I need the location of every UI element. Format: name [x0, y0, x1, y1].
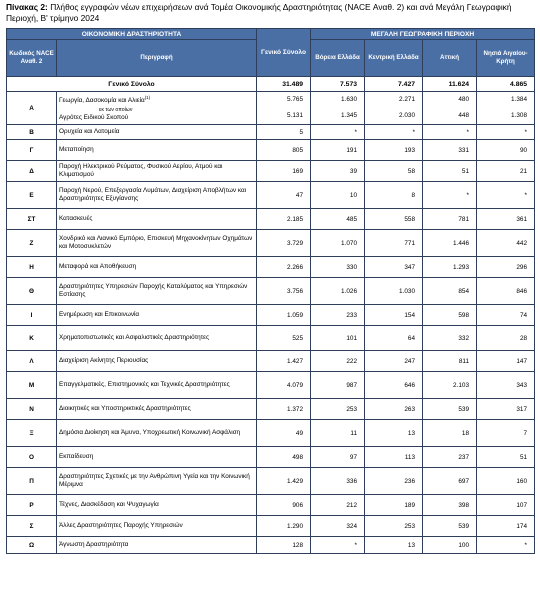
cell-north: 336	[311, 468, 365, 495]
grand-total-label: Γενικό Σύνολο	[7, 77, 257, 92]
row-description: Ενημέρωση και Επικοινωνία	[57, 305, 257, 326]
row-code: Κ	[7, 326, 57, 351]
cell-central: 189	[365, 495, 423, 516]
cell-attica: 18	[423, 420, 477, 447]
cell-north: 10	[311, 182, 365, 209]
grand-total-north: 7.573	[311, 77, 365, 92]
cell-attica: *	[423, 125, 477, 140]
row-description: Δραστηριότητες Σχετικές με την Ανθρώπινη Υγεία και την Κοινωνική Μέριμνα	[57, 468, 257, 495]
grand-total-row	[7, 77, 535, 92]
row-code: Μ	[7, 372, 57, 399]
cell-attica: 237	[423, 447, 477, 468]
cell-north: 233	[311, 305, 365, 326]
row-code: Ν	[7, 399, 57, 420]
table-row	[7, 326, 535, 351]
cell-islands: 147	[477, 351, 535, 372]
footnote-mark: (1)	[144, 95, 151, 101]
table-row-a	[7, 92, 535, 125]
header-total: Γενικό Σύνολο	[257, 29, 311, 77]
cell-central: 154	[365, 305, 423, 326]
cell-north: 101	[311, 326, 365, 351]
cell-islands: 361	[477, 209, 535, 230]
row-description: Εκπαίδευση	[57, 447, 257, 468]
data-table	[6, 28, 535, 554]
cell-total: 1.290	[257, 516, 311, 537]
cell-islands: 21	[477, 161, 535, 182]
row-code: Γ	[7, 140, 57, 161]
cell-total: 47	[257, 182, 311, 209]
row-description	[57, 92, 257, 125]
row-description: Χρηματοπιστωτικές και Ασφαλιστικές Δραστηριότητες	[57, 326, 257, 351]
row-code: Ρ	[7, 495, 57, 516]
table-caption	[6, 2, 534, 24]
row-description: Μεταποίηση	[57, 140, 257, 161]
cell-attica: 598	[423, 305, 477, 326]
cell-attica: 398	[423, 495, 477, 516]
cell-total: 525	[257, 326, 311, 351]
row-a-sub-label: εκ των οποίων	[99, 106, 133, 113]
cell-north: 485	[311, 209, 365, 230]
cell-north: 253	[311, 399, 365, 420]
row-code: Δ	[7, 161, 57, 182]
cell-islands: *	[477, 125, 535, 140]
table-row	[7, 305, 535, 326]
header-attica: Αττική	[423, 40, 477, 77]
header-description: Περιγραφή	[57, 40, 257, 77]
cell-attica: 1.446	[423, 230, 477, 257]
cell-central: 113	[365, 447, 423, 468]
cell-total: 1.372	[257, 399, 311, 420]
value: 1.630	[341, 96, 358, 103]
table-row	[7, 447, 535, 468]
cell-total: 3.756	[257, 278, 311, 305]
cell-islands: 74	[477, 305, 535, 326]
cell-attica: 697	[423, 468, 477, 495]
row-description: Μεταφορά και Αποθήκευση	[57, 257, 257, 278]
cell-north: *	[311, 537, 365, 554]
cell-total: 49	[257, 420, 311, 447]
table-row	[7, 399, 535, 420]
cell-total: 4.079	[257, 372, 311, 399]
row-description: Παροχή Ηλεκτρικού Ρεύματος, Φυσικού Αερίου, Ατμού και Κλιματισμού	[57, 161, 257, 182]
row-code: Β	[7, 125, 57, 140]
value: 1.345	[341, 112, 358, 119]
cell-attica: 539	[423, 516, 477, 537]
cell-islands: 160	[477, 468, 535, 495]
cell-islands: 51	[477, 447, 535, 468]
table-row	[7, 161, 535, 182]
cell-total: 2.185	[257, 209, 311, 230]
cell-total: 128	[257, 537, 311, 554]
row-description: Χονδρικό και Λιανικό Εμπόριο, Επισκευή Μηχανοκίνητων Οχημάτων και Μοτοσυκλετών	[57, 230, 257, 257]
cell-total: 2.266	[257, 257, 311, 278]
cell-total: 1.427	[257, 351, 311, 372]
value: 5.131	[287, 112, 304, 119]
cell-central: 771	[365, 230, 423, 257]
table-row	[7, 420, 535, 447]
cell-central: 253	[365, 516, 423, 537]
row-a-north	[311, 92, 365, 125]
row-a-islands	[477, 92, 535, 125]
table-row	[7, 125, 535, 140]
table-row	[7, 278, 535, 305]
cell-islands: 107	[477, 495, 535, 516]
cell-total: 169	[257, 161, 311, 182]
value: 448	[458, 112, 470, 119]
cell-islands: *	[477, 182, 535, 209]
value: 480	[458, 96, 470, 103]
value: 5.765	[287, 96, 304, 103]
row-description: Κατασκευές	[57, 209, 257, 230]
cell-central: 8	[365, 182, 423, 209]
cell-attica: 854	[423, 278, 477, 305]
table-row	[7, 351, 535, 372]
table-row	[7, 209, 535, 230]
cell-attica: 331	[423, 140, 477, 161]
cell-islands: *	[477, 537, 535, 554]
cell-islands: 442	[477, 230, 535, 257]
cell-islands: 846	[477, 278, 535, 305]
value: 2.030	[399, 112, 416, 119]
cell-total: 498	[257, 447, 311, 468]
row-a-desc-main: Γεωργία, Δασοκομία και Αλιεία	[59, 97, 145, 105]
row-description: Επαγγελματικές, Επιστημονικές και Τεχνικές Δραστηριότητες	[57, 372, 257, 399]
cell-attica: 2.103	[423, 372, 477, 399]
row-code: Π	[7, 468, 57, 495]
cell-north: *	[311, 125, 365, 140]
row-a-central	[365, 92, 423, 125]
cell-central: 247	[365, 351, 423, 372]
cell-islands: 7	[477, 420, 535, 447]
cell-central: *	[365, 125, 423, 140]
caption-prefix: Πίνακας 2:	[6, 2, 48, 12]
caption-text: Πλήθος εγγραφών νέων επιχειρήσεων ανά Τομέα Οικονομικής Δραστηριότητας (NACE Αναθ. 2) και ανά Μεγάλη Γεωγραφική Περιοχή, Β' τρίμηνο 2024	[6, 2, 512, 23]
table-row	[7, 372, 535, 399]
cell-central: 263	[365, 399, 423, 420]
cell-islands: 28	[477, 326, 535, 351]
cell-attica: 51	[423, 161, 477, 182]
table-body	[7, 77, 535, 554]
cell-islands: 317	[477, 399, 535, 420]
cell-north: 39	[311, 161, 365, 182]
header-code: Κωδικός NACE Αναθ. 2	[7, 40, 57, 77]
row-description: Άλλες Δραστηριότητες Παροχής Υπηρεσιών	[57, 516, 257, 537]
cell-central: 558	[365, 209, 423, 230]
table-row	[7, 230, 535, 257]
header-activity-group: ΟΙΚΟΝΟΜΙΚΗ ΔΡΑΣΤΗΡΙΟΤΗΤΑ	[7, 29, 257, 40]
row-code: Ο	[7, 447, 57, 468]
cell-central: 236	[365, 468, 423, 495]
value: 1.308	[511, 112, 528, 119]
cell-north: 222	[311, 351, 365, 372]
cell-attica: 811	[423, 351, 477, 372]
value: 1.384	[511, 96, 528, 103]
row-code: Ε	[7, 182, 57, 209]
table-row	[7, 537, 535, 554]
cell-central: 13	[365, 420, 423, 447]
cell-central: 646	[365, 372, 423, 399]
cell-total: 805	[257, 140, 311, 161]
cell-north: 1.026	[311, 278, 365, 305]
row-code: Λ	[7, 351, 57, 372]
row-code: Ω	[7, 537, 57, 554]
row-code: Α	[7, 92, 57, 125]
row-description: Δημόσια Διοίκηση και Άμυνα, Υποχρεωτική Κοινωνική Ασφάλιση	[57, 420, 257, 447]
cell-central: 58	[365, 161, 423, 182]
row-description: Τέχνες, Διασκέδαση και Ψυχαγωγία	[57, 495, 257, 516]
cell-central: 347	[365, 257, 423, 278]
table-row	[7, 516, 535, 537]
grand-total-islands: 4.865	[477, 77, 535, 92]
table-row	[7, 140, 535, 161]
row-a-desc-sub: Αγρότες Ειδικού Σκοπού	[59, 113, 129, 121]
header-region-group: ΜΕΓΑΛΗ ΓΕΩΓΡΑΦΙΚΗ ΠΕΡΙΟΧΗ	[311, 29, 535, 40]
cell-islands: 174	[477, 516, 535, 537]
cell-attica: 332	[423, 326, 477, 351]
grand-total-total: 31.489	[257, 77, 311, 92]
cell-north: 1.070	[311, 230, 365, 257]
cell-attica: *	[423, 182, 477, 209]
cell-north: 324	[311, 516, 365, 537]
cell-attica: 100	[423, 537, 477, 554]
row-description: Διοικητικές και Υποστηρικτικές Δραστηριότητες	[57, 399, 257, 420]
cell-central: 13	[365, 537, 423, 554]
cell-islands: 343	[477, 372, 535, 399]
cell-total: 906	[257, 495, 311, 516]
row-code: Ξ	[7, 420, 57, 447]
cell-attica: 539	[423, 399, 477, 420]
row-description: Δραστηριότητες Υπηρεσιών Παροχής Καταλύματος και Υπηρεσιών Εστίασης	[57, 278, 257, 305]
cell-north: 330	[311, 257, 365, 278]
cell-islands: 90	[477, 140, 535, 161]
row-a-attica	[423, 92, 477, 125]
header-islands: Νησιά Αιγαίου-Κρήτη	[477, 40, 535, 77]
cell-islands: 296	[477, 257, 535, 278]
header-central: Κεντρική Ελλάδα	[365, 40, 423, 77]
table-row	[7, 182, 535, 209]
cell-north: 212	[311, 495, 365, 516]
table-row	[7, 468, 535, 495]
cell-north: 987	[311, 372, 365, 399]
header-row-groups	[7, 29, 535, 40]
cell-central: 64	[365, 326, 423, 351]
cell-attica: 781	[423, 209, 477, 230]
value: 2.271	[399, 96, 416, 103]
table-row	[7, 257, 535, 278]
row-description: Παροχή Νερού, Επεξεργασία Λυμάτων, Διαχείριση Αποβλήτων και Δραστηριότητες Εξυγίανσης	[57, 182, 257, 209]
row-description: Διαχείριση Ακίνητης Περιουσίας	[57, 351, 257, 372]
cell-total: 1.059	[257, 305, 311, 326]
row-code: ΣΤ	[7, 209, 57, 230]
cell-north: 191	[311, 140, 365, 161]
row-code: Θ	[7, 278, 57, 305]
cell-north: 97	[311, 447, 365, 468]
row-code: Ι	[7, 305, 57, 326]
grand-total-central: 7.427	[365, 77, 423, 92]
table-row	[7, 495, 535, 516]
cell-total: 5	[257, 125, 311, 140]
row-description: Άγνωστη Δραστηριότητα	[57, 537, 257, 554]
row-description: Ορυχεία και Λατομεία	[57, 125, 257, 140]
cell-total: 1.429	[257, 468, 311, 495]
cell-north: 11	[311, 420, 365, 447]
row-code: Η	[7, 257, 57, 278]
cell-attica: 1.293	[423, 257, 477, 278]
cell-central: 1.030	[365, 278, 423, 305]
row-code: Σ	[7, 516, 57, 537]
row-a-total	[257, 92, 311, 125]
grand-total-attica: 11.624	[423, 77, 477, 92]
cell-total: 3.729	[257, 230, 311, 257]
header-north: Βόρεια Ελλάδα	[311, 40, 365, 77]
cell-central: 193	[365, 140, 423, 161]
row-code: Ζ	[7, 230, 57, 257]
